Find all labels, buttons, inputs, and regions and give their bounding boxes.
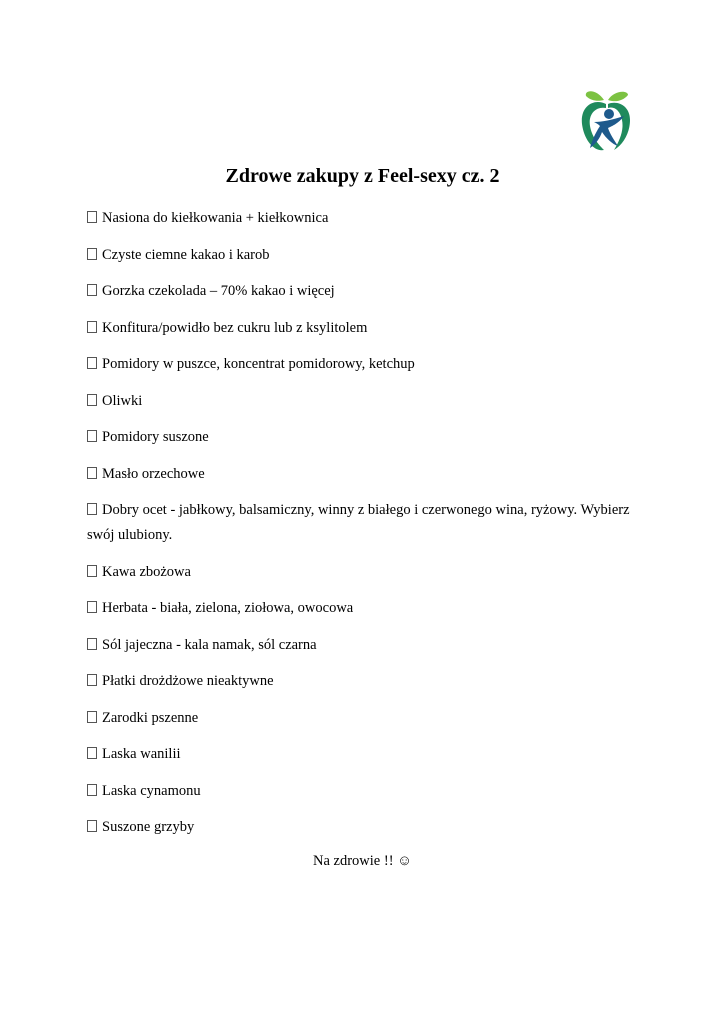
list-item xyxy=(87,279,642,304)
list-item-label: Suszone grzyby xyxy=(102,819,195,835)
empty-checkbox-icon xyxy=(87,784,97,796)
list-item-label: Masło orzechowe xyxy=(102,465,205,482)
empty-checkbox-icon xyxy=(87,284,97,296)
empty-checkbox-icon xyxy=(87,820,97,832)
list-item xyxy=(87,742,642,767)
empty-checkbox-icon xyxy=(87,674,97,686)
list-item-label: Kawa zbożowa xyxy=(102,563,191,580)
list-item-label: Czyste ciemne kakao i karob xyxy=(102,246,270,263)
shopping-list xyxy=(87,206,642,852)
list-item xyxy=(87,633,642,658)
list-item-label: Konfitura/powidło bez cukru lub z ksylitolem xyxy=(102,319,368,336)
empty-checkbox-icon xyxy=(87,565,97,577)
list-item-label: Płatki drożdżowe nieaktywne xyxy=(102,673,274,689)
page-title: Zdrowe zakupy z Feel-sexy cz. 2 xyxy=(225,165,500,187)
list-item-label: Herbata - biała, zielona, ziołowa, owocowa xyxy=(102,600,354,616)
empty-checkbox-icon xyxy=(87,321,97,333)
empty-checkbox-icon xyxy=(87,211,97,223)
empty-checkbox-icon xyxy=(87,248,97,260)
empty-checkbox-icon xyxy=(87,747,97,759)
list-item-label: Oliwki xyxy=(102,392,143,409)
list-item-label: Pomidory suszone xyxy=(102,429,209,445)
list-item xyxy=(87,596,642,621)
empty-checkbox-icon xyxy=(87,638,97,650)
list-item xyxy=(87,706,642,731)
empty-checkbox-icon xyxy=(87,357,97,369)
list-item xyxy=(87,316,642,341)
list-item xyxy=(87,779,642,804)
list-item-label: Laska cynamonu xyxy=(102,782,201,799)
empty-checkbox-icon xyxy=(87,503,97,515)
list-item-label: Zarodki pszenne xyxy=(102,709,199,726)
list-item xyxy=(87,560,642,585)
list-item xyxy=(87,498,642,548)
empty-checkbox-icon xyxy=(87,430,97,442)
empty-checkbox-icon xyxy=(87,467,97,479)
list-item xyxy=(87,815,642,840)
list-item xyxy=(87,389,642,414)
list-item-label: Pomidory w puszce, koncentrat pomidorowy, ketchup xyxy=(102,356,415,372)
list-item-label: Nasiona do kiełkowania + kiełkownica xyxy=(102,210,329,226)
list-item xyxy=(87,243,642,268)
list-item xyxy=(87,206,642,231)
empty-checkbox-icon xyxy=(87,394,97,406)
list-item xyxy=(87,425,642,450)
empty-checkbox-icon xyxy=(87,601,97,613)
list-item xyxy=(87,352,642,377)
list-item-label: Dobry ocet - jabłkowy, balsamiczny, winny z białego i czerwonego wina, ryżowy. Wybierz swój ulubiony. xyxy=(87,502,630,543)
list-item xyxy=(87,669,642,694)
apple-person-logo-icon xyxy=(578,86,634,156)
list-item-label: Laska wanilii xyxy=(102,746,181,762)
list-item-label: Sól jajeczna - kala namak, sól czarna xyxy=(102,636,317,653)
closing-line: Na zdrowie !! ☺ xyxy=(313,853,412,869)
list-item xyxy=(87,462,642,487)
list-item-label: Gorzka czekolada – 70% kakao i więcej xyxy=(102,283,335,299)
empty-checkbox-icon xyxy=(87,711,97,723)
